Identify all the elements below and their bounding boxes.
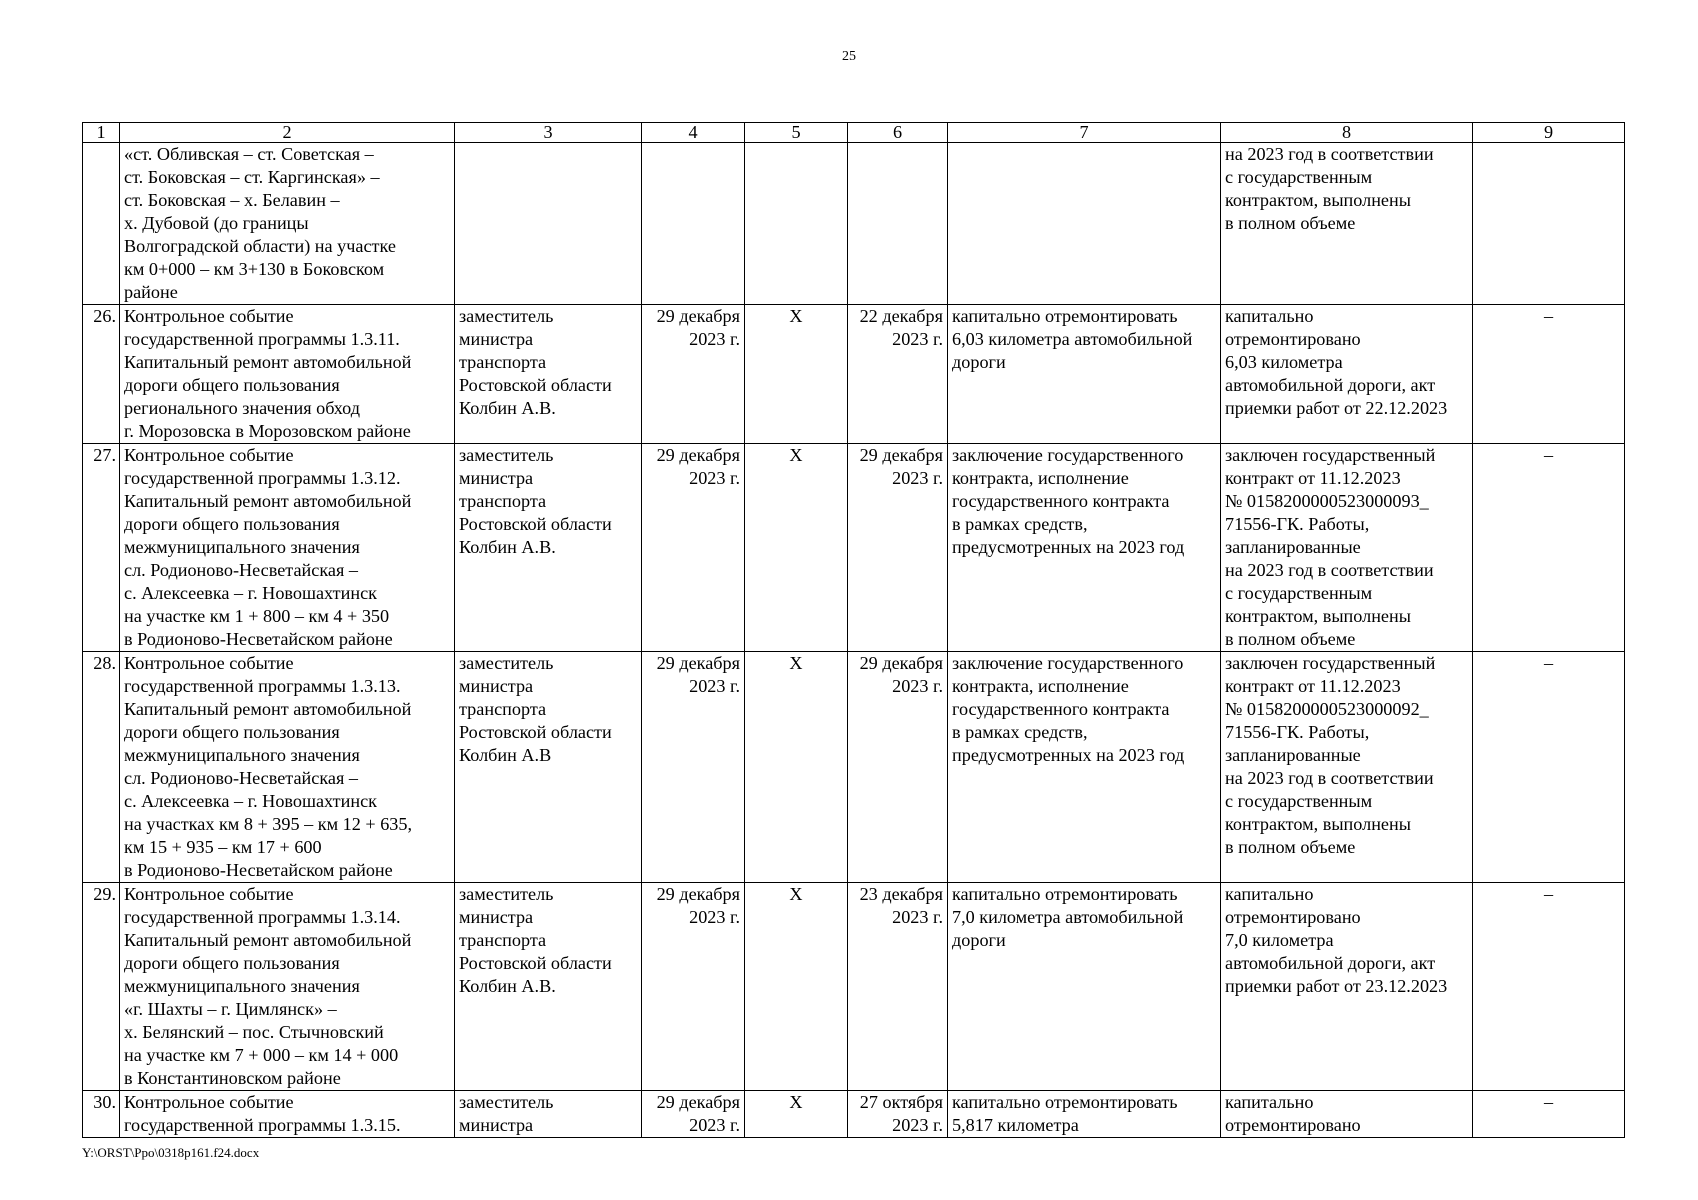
note: –: [1473, 444, 1625, 652]
actual-result: заключен государственный контракт от 11.12.2023 № 0158200000523000093_ 71556-ГК. Работы, запланированные на 2023 год в соответствии с государственным контрактом, выполнены в полном объеме: [1221, 444, 1473, 652]
planned-date: 29 декабря 2023 г.: [642, 1091, 745, 1138]
expected-result: [948, 143, 1221, 305]
event-description: Контрольное событие государственной программы 1.3.15.: [120, 1091, 455, 1138]
note: –: [1473, 1091, 1625, 1138]
actual-date: 22 декабря 2023 г.: [848, 305, 948, 444]
column-5-mark: Х: [745, 883, 848, 1091]
actual-date: 23 декабря 2023 г.: [848, 883, 948, 1091]
responsible-person: заместитель министра транспорта Ростовской области Колбин А.В.: [455, 305, 642, 444]
table-row: [83, 1091, 1625, 1138]
header-cell: 5: [745, 123, 848, 143]
event-description: «ст. Обливская – ст. Советская – ст. Боковская – ст. Каргинская» – ст. Боковская – х. Белавин – х. Дубовой (до границы Волгоградской области) на участке км 0+000 – км 3+130 в Боковском районе: [120, 143, 455, 305]
header-cell: 9: [1473, 123, 1625, 143]
row-number: 29.: [83, 883, 120, 1091]
table-row: [83, 444, 1625, 652]
control-events-table: [82, 122, 1625, 1138]
column-5-mark: Х: [745, 305, 848, 444]
header-cell: 2: [120, 123, 455, 143]
actual-date: 29 декабря 2023 г.: [848, 652, 948, 883]
note: –: [1473, 305, 1625, 444]
responsible-person: заместитель министра транспорта Ростовской области Колбин А.В: [455, 652, 642, 883]
row-number: 28.: [83, 652, 120, 883]
column-5-mark: Х: [745, 1091, 848, 1138]
event-description: Контрольное событие государственной программы 1.3.12. Капитальный ремонт автомобильной дороги общего пользования межмуниципального значения сл. Родионово-Несветайская – с. Алексеевка – г. Новошахтинск на участке км 1 + 800 – км 4 + 350 в Родионово-Несветайском районе: [120, 444, 455, 652]
footer-file-path: Y:\ORST\Ppo\0318p161.f24.docx: [82, 1145, 260, 1160]
planned-date: 29 декабря 2023 г.: [642, 444, 745, 652]
row-number: 26.: [83, 305, 120, 444]
responsible-person: заместитель министра транспорта Ростовской области Колбин А.В.: [455, 883, 642, 1091]
actual-result: капитально отремонтировано 6,03 километра автомобильной дороги, акт приемки работ от 22.12.2023: [1221, 305, 1473, 444]
planned-date: 29 декабря 2023 г.: [642, 652, 745, 883]
column-5-mark: Х: [745, 652, 848, 883]
actual-result: на 2023 год в соответствии с государственным контрактом, выполнены в полном объеме: [1221, 143, 1473, 305]
header-cell: 1: [83, 123, 120, 143]
table-header-row: [83, 123, 1625, 143]
header-cell: 8: [1221, 123, 1473, 143]
responsible-person: [455, 143, 642, 305]
expected-result: капитально отремонтировать 5,817 километра: [948, 1091, 1221, 1138]
actual-date: [848, 143, 948, 305]
actual-date: 29 декабря 2023 г.: [848, 444, 948, 652]
actual-result: капитально отремонтировано 7,0 километра автомобильной дороги, акт приемки работ от 23.12.2023: [1221, 883, 1473, 1091]
row-number: 30.: [83, 1091, 120, 1138]
column-5-mark: [745, 143, 848, 305]
actual-result: капитально отремонтировано: [1221, 1091, 1473, 1138]
header-cell: 7: [948, 123, 1221, 143]
planned-date: [642, 143, 745, 305]
note: –: [1473, 883, 1625, 1091]
note: –: [1473, 652, 1625, 883]
header-cell: 4: [642, 123, 745, 143]
event-description: Контрольное событие государственной программы 1.3.13. Капитальный ремонт автомобильной дороги общего пользования межмуниципального значения сл. Родионово-Несветайская – с. Алексеевка – г. Новошахтинск на участках км 8 + 395 – км 12 + 635, км 15 + 935 – км 17 + 600 в Родионово-Несветайском районе: [120, 652, 455, 883]
event-description: Контрольное событие государственной программы 1.3.11. Капитальный ремонт автомобильной дороги общего пользования регионального значения обход г. Морозовска в Морозовском районе: [120, 305, 455, 444]
header-cell: 3: [455, 123, 642, 143]
table-row: [83, 305, 1625, 444]
planned-date: 29 декабря 2023 г.: [642, 305, 745, 444]
row-number: 27.: [83, 444, 120, 652]
table-row: [83, 652, 1625, 883]
expected-result: заключение государственного контракта, исполнение государственного контракта в рамках средств, предусмотренных на 2023 год: [948, 444, 1221, 652]
table-row: [83, 143, 1625, 305]
responsible-person: заместитель министра транспорта Ростовской области Колбин А.В.: [455, 444, 642, 652]
note: [1473, 143, 1625, 305]
page-number: 25: [842, 49, 856, 64]
planned-date: 29 декабря 2023 г.: [642, 883, 745, 1091]
table-row: [83, 883, 1625, 1091]
actual-result: заключен государственный контракт от 11.12.2023 № 0158200000523000092_ 71556-ГК. Работы, запланированные на 2023 год в соответствии с государственным контрактом, выполнены в полном объеме: [1221, 652, 1473, 883]
expected-result: капитально отремонтировать 7,0 километра автомобильной дороги: [948, 883, 1221, 1091]
header-cell: 6: [848, 123, 948, 143]
expected-result: заключение государственного контракта, исполнение государственного контракта в рамках средств, предусмотренных на 2023 год: [948, 652, 1221, 883]
actual-date: 27 октября 2023 г.: [848, 1091, 948, 1138]
row-number: [83, 143, 120, 305]
column-5-mark: Х: [745, 444, 848, 652]
responsible-person: заместитель министра: [455, 1091, 642, 1138]
expected-result: капитально отремонтировать 6,03 километра автомобильной дороги: [948, 305, 1221, 444]
event-description: Контрольное событие государственной программы 1.3.14. Капитальный ремонт автомобильной дороги общего пользования межмуниципального значения «г. Шахты – г. Цимлянск» – х. Белянский – пос. Стычновский на участке км 7 + 000 – км 14 + 000 в Константиновском районе: [120, 883, 455, 1091]
